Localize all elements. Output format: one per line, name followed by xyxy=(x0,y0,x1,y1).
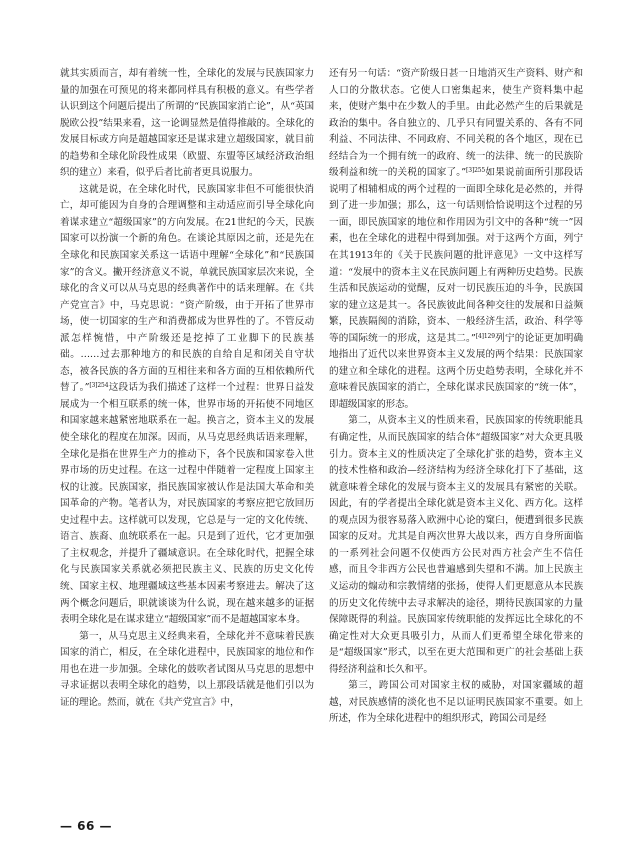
paragraph-text: 第三，跨国公司对国家主权的威胁，对国家疆域的超越，对民族感情的淡化也不足以证明民族国家不重要。如上所述，作为全球化进程中的组织形式，跨国公司是经 xyxy=(329,680,583,725)
right-column-paragraph xyxy=(329,66,583,413)
left-column-paragraph xyxy=(60,66,314,182)
paragraph-text: 这段话为我们描述了这样一个过程：世界日益发展成为一个相互联系的统一体，世界市场的开拓使不同地区和国家越来越紧密地联系在一起。换言之，资本主义的发展使全球化的程度在加深。因而，从马克思经典话语来理解，全球化是指在世界生产力的推动下，各个民族和国家卷入世界市场的历史过程。在这一过程中伴随着一定程度上国家主权的让渡。民族国家，指民族国家被认作是法国大革命和美国革命的产物。笔者认为，对民族国家的考察应把它放回历史过程中去。这样就可以发现，它总是与一定的文化传统、语言、族裔、血统联系在一起。只是到了近代，它才更加强了主权观念，并提升了疆域意识。在全球化时代，把握全球化与民族国家关系就必须把民族主义、民族的历史文化传统、国家主权、地理疆域这些基本因素考察进去。解决了这两个概念问题后，职就谈谈为什么说，现在越来越多的证据表明全球化是在谋求建立“超级国家”而不是超越国家本身。 xyxy=(60,382,314,626)
left-column-paragraph xyxy=(60,182,314,629)
right-text-column xyxy=(329,66,583,728)
paragraph-text: 还有另一句话：“资产阶级日甚一日地消灭生产资料、财产和人口的分散状态。它使人口密集起来，使生产资料集中起来，使财产集中在少数人的手里。由此必然产生的后果就是政治的集中。各自独立的、几乎只有同盟关系的、各有不同利益、不同法律、不同政府、不同关税的各个地区，现在已经结合为一个拥有统一的政府、统一的法律、统一的民族阶级利益和统一的关税的国家了。” xyxy=(329,68,583,179)
page-number: — 66 — xyxy=(60,819,113,833)
citation-reference: [3]255 xyxy=(466,167,486,175)
right-column-paragraph xyxy=(329,413,583,678)
paragraph-text: 这就是说，在全球化时代，民族国家非但不可能很快消亡，却可能因为自身的合理调整和主动适应而引导全球化向着谋求建立“超级国家”的方向发展。在21世纪的今天，民族国家可以扮演一个新的角色。在谈论其原因之前，还是先在全球化和民族国家关系这一话语中理解“全球化”和“民族国家”的含义。撇开经济意义不说，单就民族国家层次来说，全球化的含义可以从马克思的经典著作中的话来理解。在《共产党宣言》中，马克思说：“资产阶级，由于开拓了世界市场，使一切国家的生产和消费都成为世界性的了。不管反动派怎样惋惜，中产阶级还是挖掉了工业脚下的民族基础。……过去那种地方的和民族的自给自足和闭关自守状态，被各民族的各方面的互相往来和各方面的互相依赖所代替了。” xyxy=(60,183,314,394)
paragraph-text: 就其实质而言，却有着统一性，全球化的发展与民族国家力量的加强在可预见的将来都同样具有积极的意义。有些学者认识到这个问题后提出了所谓的“民族国家消亡论”，从“英国脱欧公投”结果来看，这一论调显然是值得推敲的。全球化的发展目标或方向是超越国家还是谋求建立超级国家，就目前的趋势和全球化阶段性成果（欧盟、东盟等区域经济政治组织的建立）来看，似乎后者比前者更具说服力。 xyxy=(60,68,314,179)
right-column-paragraph xyxy=(329,678,583,728)
citation-reference: [3]254 xyxy=(89,382,109,390)
left-column-paragraph xyxy=(60,629,314,712)
paragraph-text: 列宁的论证更加明确地指出了近代以来世界资本主义发展的两个结果：民族国家的建立和全球化的进程。这两个历史趋势表明，全球化并不意味着民族国家的消亡，全球化谋求民族国家的“统一体”，即超级国家的形态。 xyxy=(329,332,583,410)
left-text-column xyxy=(60,66,314,711)
paragraph-text: 如果说前面所引那段话说明了相辅相成的两个过程的一面即全球化是必然的，并得到了进一步加强；那么，这一句话则恰恰说明这个过程的另一面，即民族国家的地位和作用因为引文中的各种“统一”因素，也在全球化的进程中得到加强。对于这两个方面，列宁在其1913年的《关于民族问题的批评意见》一文中这样写道：“发展中的资本主义在民族问题上有两种历史趋势。民族生活和民族运动的觉醒，反对一切民族压迫的斗争，民族国家的建立这是其一。各民族彼此间各种交往的发展和日益频繁，民族隔阂的消除，资本、一般经济生活，政治、科学等等的国际统一的形成，这是其二。” xyxy=(329,167,584,344)
citation-reference: [4]129 xyxy=(475,332,495,340)
paragraph-text: 第二，从资本主义的性质来看，民族国家的传统职能具有确定性，从而民族国家的结合体“超级国家”对大众更具吸引力。资本主义的性质决定了全球化扩张的趋势，资本主义的技术性格和政治—经济结构为经济全球化打下了基础，这就意味着全球化的发展与资本主义的发展具有紧密的关联。因此，有的学者提出全球化就是资本主义化、西方化。这样的观点因为很容易落入欧洲中心论的窠臼，便遭到很多民族国家的反对。尤其是自两次世界大战以来，西方自身所面临的一系列社会问题不仅使西方公民对西方社会产生不信任感，而且令非西方公民也普遍感到失望和不满。加上民族主义运动的煽动和宗教情绪的张扬，使得人们更愿意从本民族的历史文化传统中去寻求解决的途径，期待民族国家的力量保障既得的利益。民族国家传统职能的发挥远比全球化的不确定性对大众更具吸引力，从而人们更希望全球化带来的是“超级国家”形式，以至在更大范围和更广的社会基础上获得经济利益和长久和平。 xyxy=(329,415,583,675)
paragraph-text: 第一，从马克思主义经典来看，全球化并不意味着民族国家的消亡，相反，在全球化进程中，民族国家的地位和作用也在进一步加强。全球化的鼓吹者试图从马克思的思想中寻求证据以表明全球化的趋势，以上那段话就是他们引以为证的理论。然而，就在《共产党宣言》中， xyxy=(60,630,314,708)
